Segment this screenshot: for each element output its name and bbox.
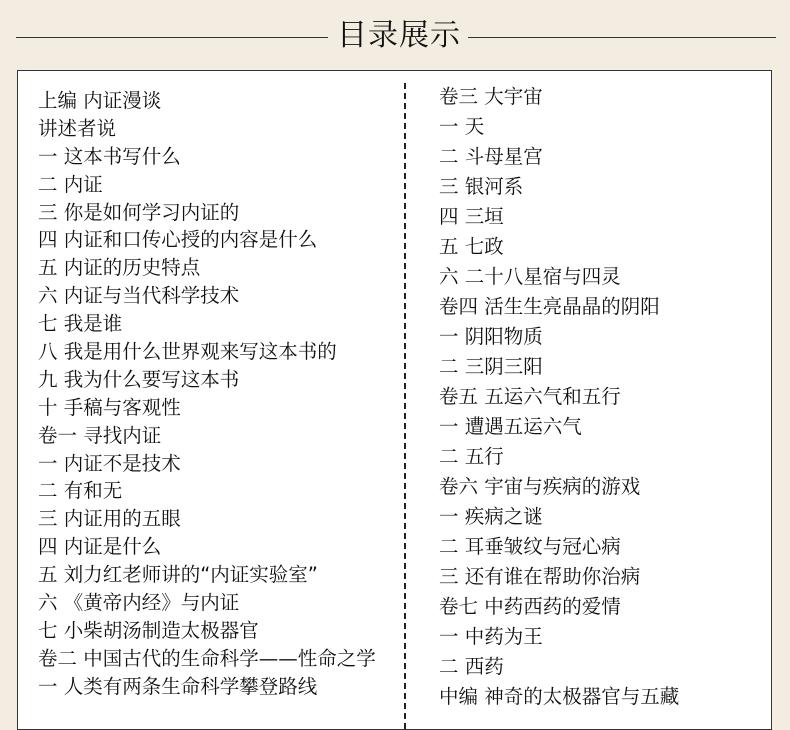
toc-entry: 中编 神奇的太极器官与五藏	[439, 685, 680, 708]
toc-entry: 五 七政	[439, 235, 504, 258]
toc-entry: 一 疾病之谜	[439, 505, 543, 528]
toc-entry: 一 人类有两条生命科学攀登路线	[38, 674, 318, 698]
toc-entry: 八 我是用什么世界观来写这本书的	[38, 340, 337, 364]
toc-right-column	[439, 82, 759, 712]
toc-entry: 七 我是谁	[38, 312, 123, 336]
page-title: 目录展示	[337, 18, 461, 53]
toc-entry: 九 我为什么要写这本书	[38, 367, 240, 391]
toc-entry: 三 还有谁在帮助你治病	[439, 565, 641, 588]
toc-entry: 十 手稿与客观性	[38, 395, 181, 419]
toc-entry: 五 内证的历史特点	[38, 256, 201, 280]
title-rule-right	[468, 37, 776, 38]
toc-entry: 卷四 活生生亮晶晶的阴阳	[439, 295, 660, 318]
toc-entry: 讲述者说	[38, 116, 117, 140]
title-rule-left	[16, 37, 328, 38]
header	[0, 0, 790, 70]
toc-left-column	[38, 87, 418, 701]
toc-entry: 卷六 宇宙与疾病的游戏	[439, 475, 641, 498]
toc-entry: 卷二 中国古代的生命科学——性命之学	[38, 646, 376, 670]
toc-entry: 一 阴阳物质	[439, 325, 543, 348]
toc-entry: 一 中药为王	[439, 625, 543, 648]
toc-entry: 上编 内证漫谈	[38, 89, 162, 112]
toc-entry: 六 内证与当代科学技术	[38, 284, 240, 308]
toc-entry: 六 二十八星宿与四灵	[439, 265, 621, 288]
toc-entry: 一 天	[439, 115, 485, 138]
toc-entry: 卷七 中药西药的爱情	[439, 595, 621, 618]
toc-entry: 四 内证是什么	[38, 535, 162, 559]
toc-entry: 五 刘力红老师讲的“内证实验室”	[38, 563, 318, 587]
dashed-divider	[404, 83, 406, 729]
toc-entry: 二 西药	[439, 655, 504, 678]
toc-entry: 卷三 大宇宙	[439, 85, 543, 108]
toc-entry: 三 你是如何学习内证的	[38, 200, 240, 224]
toc-entry: 一 内证不是技术	[38, 451, 181, 475]
toc-entry: 二 斗母星宫	[439, 145, 543, 168]
toc-entry: 二 耳垂皱纹与冠心病	[439, 535, 621, 558]
toc-entry: 一 这本书写什么	[38, 144, 181, 168]
toc-entry: 三 内证用的五眼	[38, 507, 181, 531]
toc-entry: 二 三阴三阳	[439, 355, 543, 378]
toc-entry: 三 银河系	[439, 175, 524, 198]
toc-entry: 卷一 寻找内证	[38, 423, 162, 447]
toc-entry: 二 内证	[38, 172, 103, 196]
toc-entry: 四 三垣	[439, 205, 504, 228]
toc-entry: 二 五行	[439, 445, 504, 468]
toc-entry: 一 遭遇五运六气	[439, 415, 582, 438]
toc-box	[17, 70, 772, 730]
toc-entry: 二 有和无	[38, 479, 123, 503]
toc-entry: 卷五 五运六气和五行	[439, 385, 621, 408]
toc-entry: 七 小柴胡汤制造太极器官	[38, 618, 259, 642]
toc-entry: 六 《黄帝内经》与内证	[38, 591, 240, 615]
toc-entry: 四 内证和口传心授的内容是什么	[38, 228, 318, 252]
